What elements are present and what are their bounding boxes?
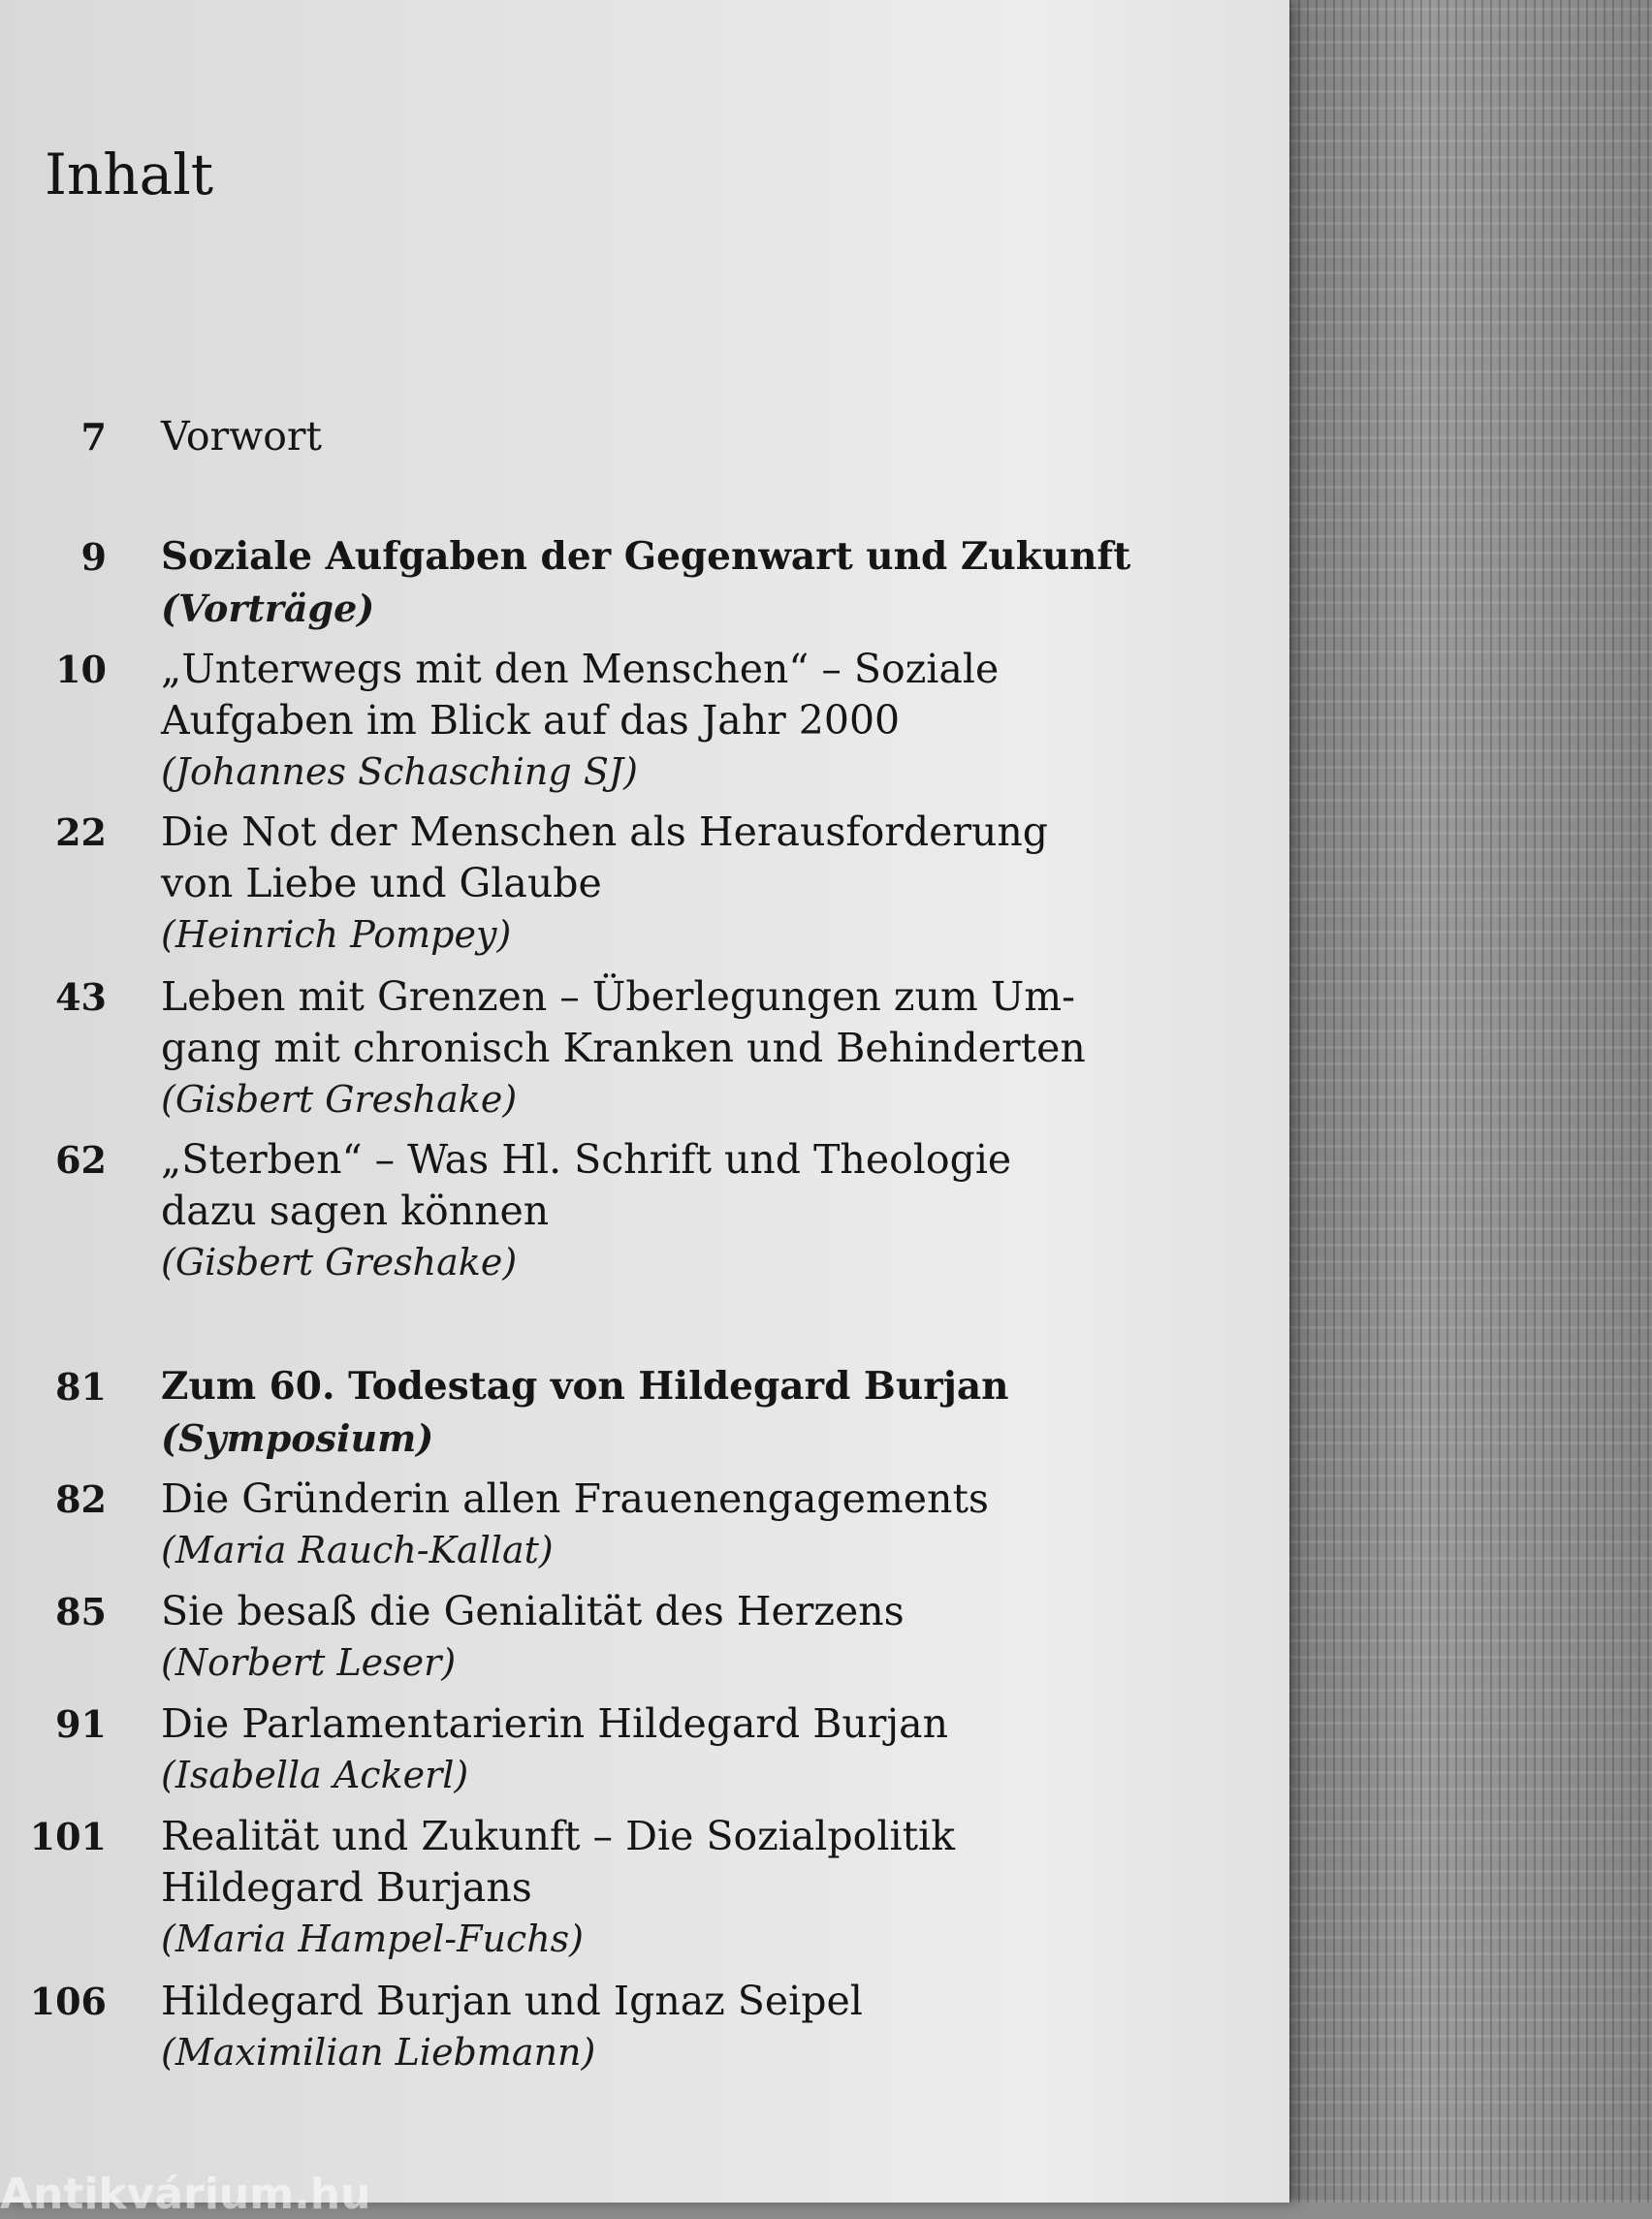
toc-page-number: 91 bbox=[55, 1702, 107, 1746]
toc-title: Die Gründerin allen Frauenengagements bbox=[161, 1475, 989, 1522]
page-title: Inhalt bbox=[45, 142, 214, 207]
toc-title-line: Leben mit Grenzen – Überlegungen zum Um- bbox=[161, 973, 1076, 1020]
toc-page-number: 62 bbox=[55, 1138, 107, 1182]
toc-author: (Heinrich Pompey) bbox=[161, 913, 512, 956]
toc-title: Sie besaß die Genialität des Herzens bbox=[161, 1588, 905, 1634]
toc-author: (Norbert Leser) bbox=[161, 1641, 457, 1684]
toc-author: (Maximilian Liebmann) bbox=[161, 2031, 596, 2074]
toc-title-line: „Sterben“ – Was Hl. Schrift und Theologie bbox=[161, 1136, 1012, 1183]
toc-title-line: Realität und Zukunft – Die Sozialpolitik bbox=[161, 1813, 955, 1859]
toc-title: Die Parlamentarierin Hildegard Burjan bbox=[161, 1700, 948, 1747]
toc-page-number: 9 bbox=[80, 535, 107, 579]
toc-page-number: 10 bbox=[55, 648, 107, 691]
toc-title-line: Die Not der Menschen als Herausforderung bbox=[161, 808, 1049, 855]
toc-title-line: Aufgaben im Blick auf das Jahr 2000 bbox=[161, 697, 901, 744]
toc-section-title: Zum 60. Todestag von Hildegard Burjan bbox=[161, 1364, 1009, 1409]
toc-page-number: 7 bbox=[80, 415, 107, 459]
toc-title-line: Hildegard Burjans bbox=[161, 1864, 532, 1911]
toc-title: Hildegard Burjan und Ignaz Seipel bbox=[161, 1978, 863, 2024]
toc-page-number: 43 bbox=[55, 975, 107, 1019]
toc-page-number: 85 bbox=[55, 1590, 107, 1633]
toc-author: (Maria Rauch-Kallat) bbox=[161, 1529, 554, 1571]
toc-page-number: 106 bbox=[29, 1980, 107, 2023]
toc-author: (Johannes Schasching SJ) bbox=[161, 750, 638, 793]
toc-title-line: gang mit chronisch Kranken und Behinderten bbox=[161, 1025, 1086, 1071]
toc-page-number: 22 bbox=[55, 810, 107, 854]
toc-section-title: Soziale Aufgaben der Gegenwart und Zukunft bbox=[161, 534, 1131, 579]
toc-title-line: „Unterwegs mit den Menschen“ – Soziale bbox=[161, 646, 1000, 692]
toc-author: (Isabella Ackerl) bbox=[161, 1754, 469, 1796]
toc-section-subtitle: (Vorträge) bbox=[161, 586, 375, 630]
toc-title-line: dazu sagen können bbox=[161, 1188, 550, 1234]
toc-page-number: 101 bbox=[29, 1815, 107, 1858]
toc-section-subtitle: (Symposium) bbox=[161, 1416, 434, 1460]
watermark: Antikvárium.hu bbox=[0, 2170, 371, 2219]
toc-page-number: 82 bbox=[55, 1477, 107, 1521]
toc-author: (Gisbert Greshake) bbox=[161, 1241, 518, 1284]
toc-author: (Gisbert Greshake) bbox=[161, 1078, 518, 1121]
toc-author: (Maria Hampel-Fuchs) bbox=[161, 1918, 584, 1960]
toc-title: Vorwort bbox=[161, 413, 322, 460]
book-spine-background bbox=[1272, 0, 1652, 2203]
toc-title-line: von Liebe und Glaube bbox=[161, 860, 602, 906]
toc-page-number: 81 bbox=[55, 1365, 107, 1409]
